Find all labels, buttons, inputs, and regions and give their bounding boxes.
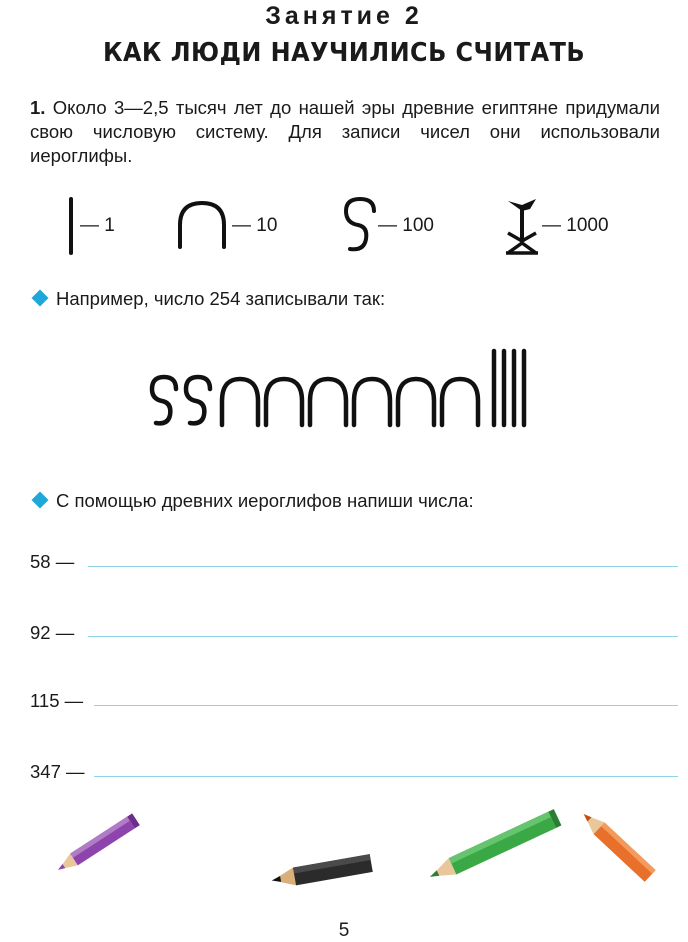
rope-coil-glyph-icon [186,377,210,423]
answer-line-347[interactable] [94,776,678,777]
black-pencil-icon [270,854,373,889]
answer-line-92[interactable] [88,636,678,637]
heel-bone-glyph-icon [354,379,390,425]
exercise-number-347: 347 — [30,761,85,782]
lesson-number: Занятие 2 [265,2,423,30]
heel-bone-glyph-icon [266,379,302,425]
green-pencil-icon [426,809,561,885]
diamond-bullet-icon [32,492,49,509]
hieroglyph-thousand-label: — 1000 [542,215,609,236]
answer-line-115[interactable] [94,705,678,706]
hieroglyph-ten-label: — 10 [232,215,278,236]
exercise-number-115: 115 — [30,690,84,711]
answer-line-58[interactable] [88,566,678,567]
lotus-glyph-icon [500,195,546,259]
hieroglyph-hundred-label: — 100 [378,215,434,236]
heel-bone-glyph-icon [310,379,346,425]
orange-pencil-icon [578,808,655,882]
purple-pencil-icon [54,813,140,875]
task-number: 1. [30,97,46,118]
example-caption [30,288,385,310]
heel-bone-glyph-icon [442,379,478,425]
hieroglyph-one-label: — 1 [80,215,115,236]
page-title: КАК ЛЮДИ НАУЧИЛИСЬ СЧИТАТЬ [102,38,586,68]
exercise-number-92: 92 — [30,622,75,643]
heel-bone-glyph-icon [176,195,232,259]
exercise-caption [30,490,474,512]
example-text: Например, число 254 записывали так: [56,288,386,309]
stroke-glyph-icon [62,195,82,259]
hieroglyph-legend [0,195,688,265]
example-254-hieroglyphs [148,345,558,435]
heel-bone-glyph-icon [222,379,258,425]
rope-coil-glyph-icon [152,377,176,423]
task-paragraph [30,96,660,168]
page-number: 5 [338,920,350,941]
heel-bone-glyph-icon [398,379,434,425]
task-text: Около 3—2,5 тысяч лет до нашей эры древние египтяне придумали свою числовую систему. Для записи чисел они использовали иероглифы. [30,97,661,166]
exercise-text: С помощью древних иероглифов напиши числа: [56,490,474,511]
exercise-number-58: 58 — [30,551,75,572]
decorative-pencils [0,800,688,900]
diamond-bullet-icon [32,290,49,307]
